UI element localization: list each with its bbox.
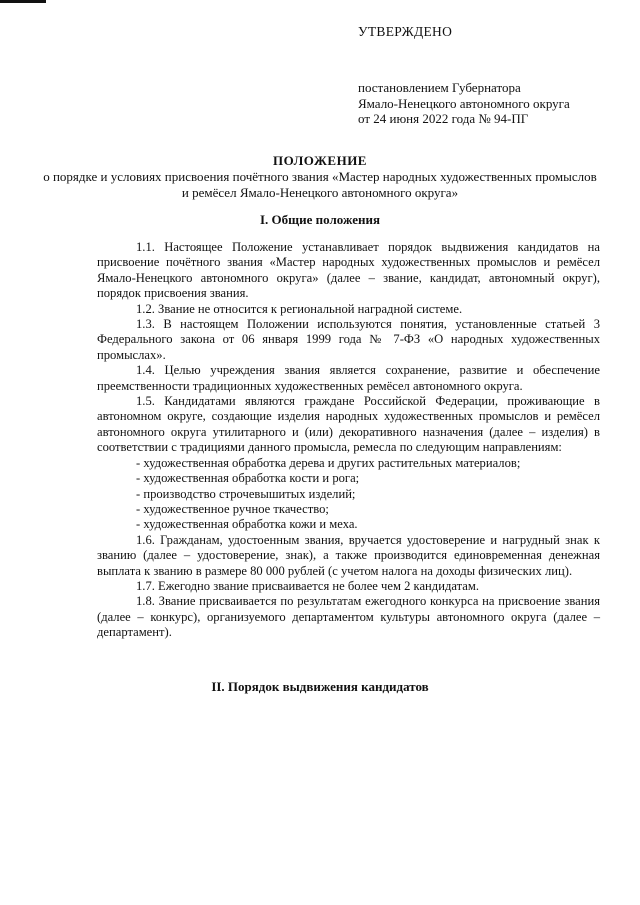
document-subtitle: о порядке и условиях присвоения почётного звания «Мастер народных художественных промыслов и ремёсел Ямало-Ненецкого автономного округа» (43, 169, 597, 200)
decree-line: постановлением Губернатора (358, 80, 521, 95)
document-title: ПОЛОЖЕНИЕ (273, 153, 367, 168)
paragraph-1-3: 1.3. В настоящем Положении используются понятия, установленные статьей 3 Федерального закона от 06 января 1999 года № 7-ФЗ «О народных художественных промыслах». (97, 317, 600, 362)
decree-reference (358, 80, 570, 127)
decree-line: Ямало-Ненецкого автономного округа (358, 95, 570, 111)
paragraph-1-2: 1.2. Звание не относится к региональной наградной системе. (136, 301, 463, 316)
paragraph-1-8: 1.8. Звание присваивается по результатам ежегодного конкурса на присвоение звания (далее – конкурс), организуемого департаментом культуры автономного округа (далее – департамент). (97, 594, 600, 640)
list-item: - производство строчевышитых изделий; (136, 486, 356, 501)
list-item: - художественное ручное ткачество; (136, 501, 329, 516)
decree-line: от 24 июня 2022 года № 94-ПГ (358, 111, 529, 126)
paragraph-1-5: 1.5. Кандидатами являются граждане Российской Федерации, проживающие в автономном округе, создающие изделия народных художественных промыслов и ремёсел автономного округа утилитарного и (или) декоративного назначения (далее – изделия) в соответствии с традициями данного промысла, ремесла по следующим направлениям: (97, 394, 600, 455)
paragraph-1-6: 1.6. Гражданам, удостоенным звания, вручается удостоверение и нагрудный знак к званию (далее – удостоверение, знак), а также производится единовременная денежная выплата к званию в размере 80 000 рублей (с учетом налога на доходы физических лиц). (97, 532, 600, 578)
section-1-heading: I. Общие положения (260, 212, 380, 227)
list-item: - художественная обработка кости и рога; (136, 471, 360, 486)
paragraph-1-1: 1.1. Настоящее Положение устанавливает порядок выдвижения кандидатов на присвоение почётного звания «Мастер народных художественных промыслов и ремёсел Ямало-Ненецкого автономного округа» (далее – звание, кандидат, автономный округ), порядок присвоения звания. (97, 240, 600, 301)
section-1-body (97, 240, 600, 641)
section-2-heading: II. Порядок выдвижения кандидатов (211, 679, 429, 694)
list-item: - художественная обработка кожи и меха. (136, 517, 358, 532)
scan-corner-mark (0, 0, 46, 3)
paragraph-1-7: 1.7. Ежегодно звание присваивается не более чем 2 кандидатам. (136, 578, 479, 593)
list-item: - художественная обработка дерева и других растительных материалов; (136, 455, 521, 470)
approved-stamp: УТВЕРЖДЕНО (358, 24, 453, 39)
paragraph-1-4: 1.4. Целью учреждения звания является сохранение, развитие и обеспечение преемственности традиционных художественных ремёсел автономного округа. (97, 363, 600, 393)
